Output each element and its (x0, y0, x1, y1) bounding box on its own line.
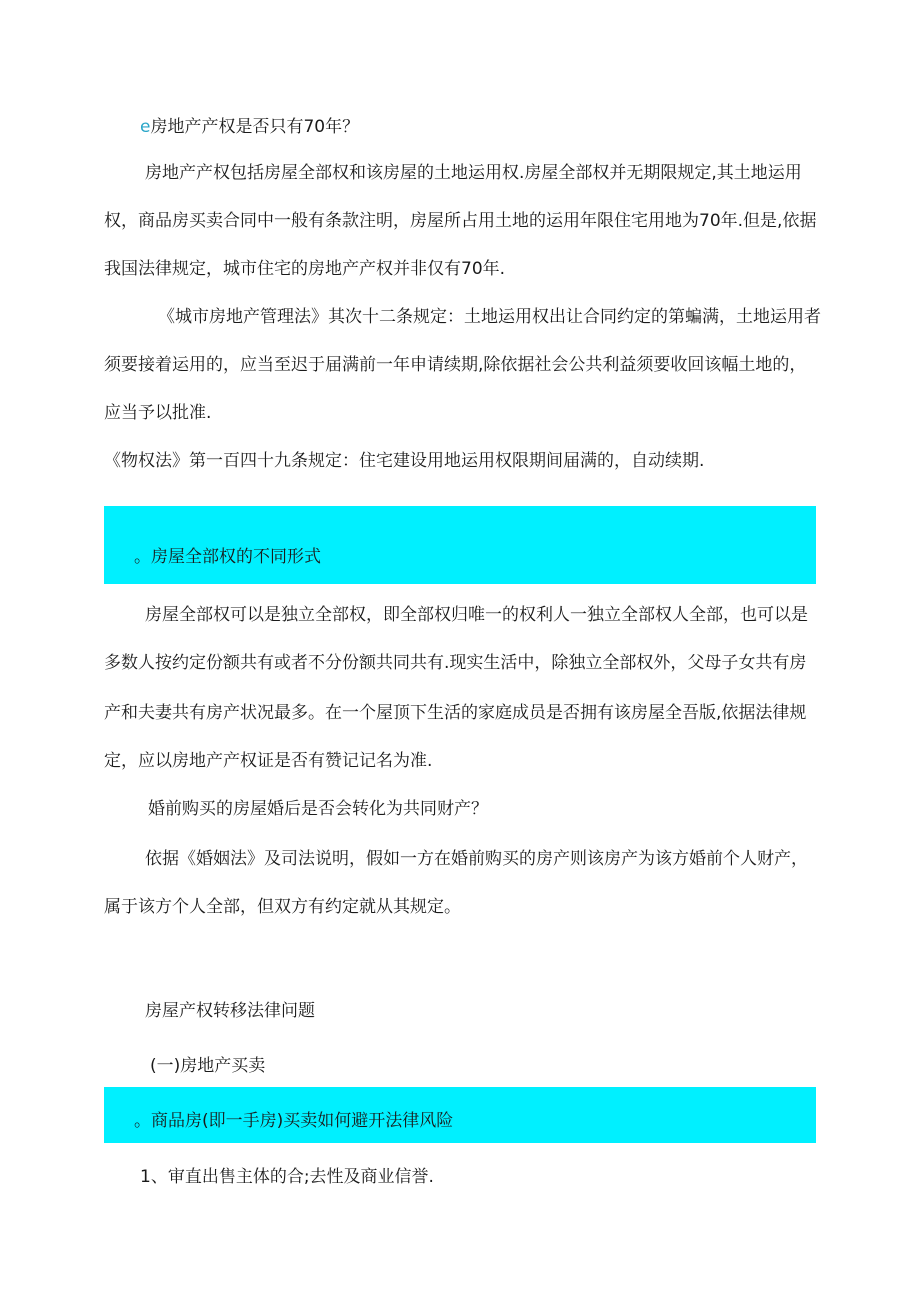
section1-heading (140, 116, 359, 138)
paragraph-line: 《城市房地产管理法》其次十二条规定：土地运用权出让合同约定的第蝙满，土地运用者 (158, 307, 821, 327)
paragraph-line: 产和夫妻共有房产状况最多。在一个屋顶下生活的家庭成员是否拥有该房屋全吾版,依据法律规 (104, 703, 807, 723)
paragraph-line: 多数人按约定份额共有或者不分份额共同共有.现实生活中，除独立全部权外，父母子女共有房 (104, 653, 807, 673)
paragraph-line: 属于该方个人全部，但双方有约定就从其规定。 (104, 897, 461, 917)
bullet-marker: e (140, 117, 151, 137)
question-line: 婚前购买的房屋婚后是否会转化为共同财产？ (148, 799, 488, 819)
paragraph-line: 依据《婚姻法》及司法说明，假如一方在婚前购买的房产则该房产为该方婚前个人财产， (145, 849, 808, 869)
section2-heading: 。房屋全部权的不同形式 (134, 547, 321, 567)
heading-text: 房地产产权是否只有70年？ (150, 117, 360, 137)
section2-heading-band (104, 506, 816, 584)
paragraph-line: 房地产产权包括房屋全部权和该房屋的土地运用权.房屋全部权并无期限规定,其土地运用 (145, 163, 802, 183)
section3-subheading: (一)房地产买卖 (150, 1056, 266, 1076)
section3-heading: 房屋产权转移法律问题 (145, 1001, 315, 1021)
paragraph-line: 我国法律规定，城市住宅的房地产产权并非仅有70年. (104, 259, 506, 279)
paragraph-line: 《物权法》第一百四十九条规定：住宅建设用地运用权限期间届满的，自动续期. (104, 451, 705, 471)
paragraph-line: 房屋全部权可以是独立全部权，即全部权归唯一的权利人一独立全部权人全部，也可以是 (145, 605, 808, 625)
paragraph-line: 应当予以批准. (104, 403, 212, 423)
paragraph-line: 权，商品房买卖合同中一般有条款注明，房屋所占用土地的运用年限住宅用地为70年.但是,依据 (104, 211, 817, 231)
list-item: 1、审直出售主体的合;去性及商业信誉. (140, 1167, 434, 1187)
band-heading: 。商品房(即一手房)买卖如何避开法律风险 (134, 1111, 454, 1131)
paragraph-line: 须要接着运用的，应当至迟于届满前一年申请续期,除依据社会公共利益须要收回该幅土地的， (104, 355, 807, 375)
paragraph-line: 定，应以房地产产权证是否有赞记记名为准. (104, 751, 433, 771)
